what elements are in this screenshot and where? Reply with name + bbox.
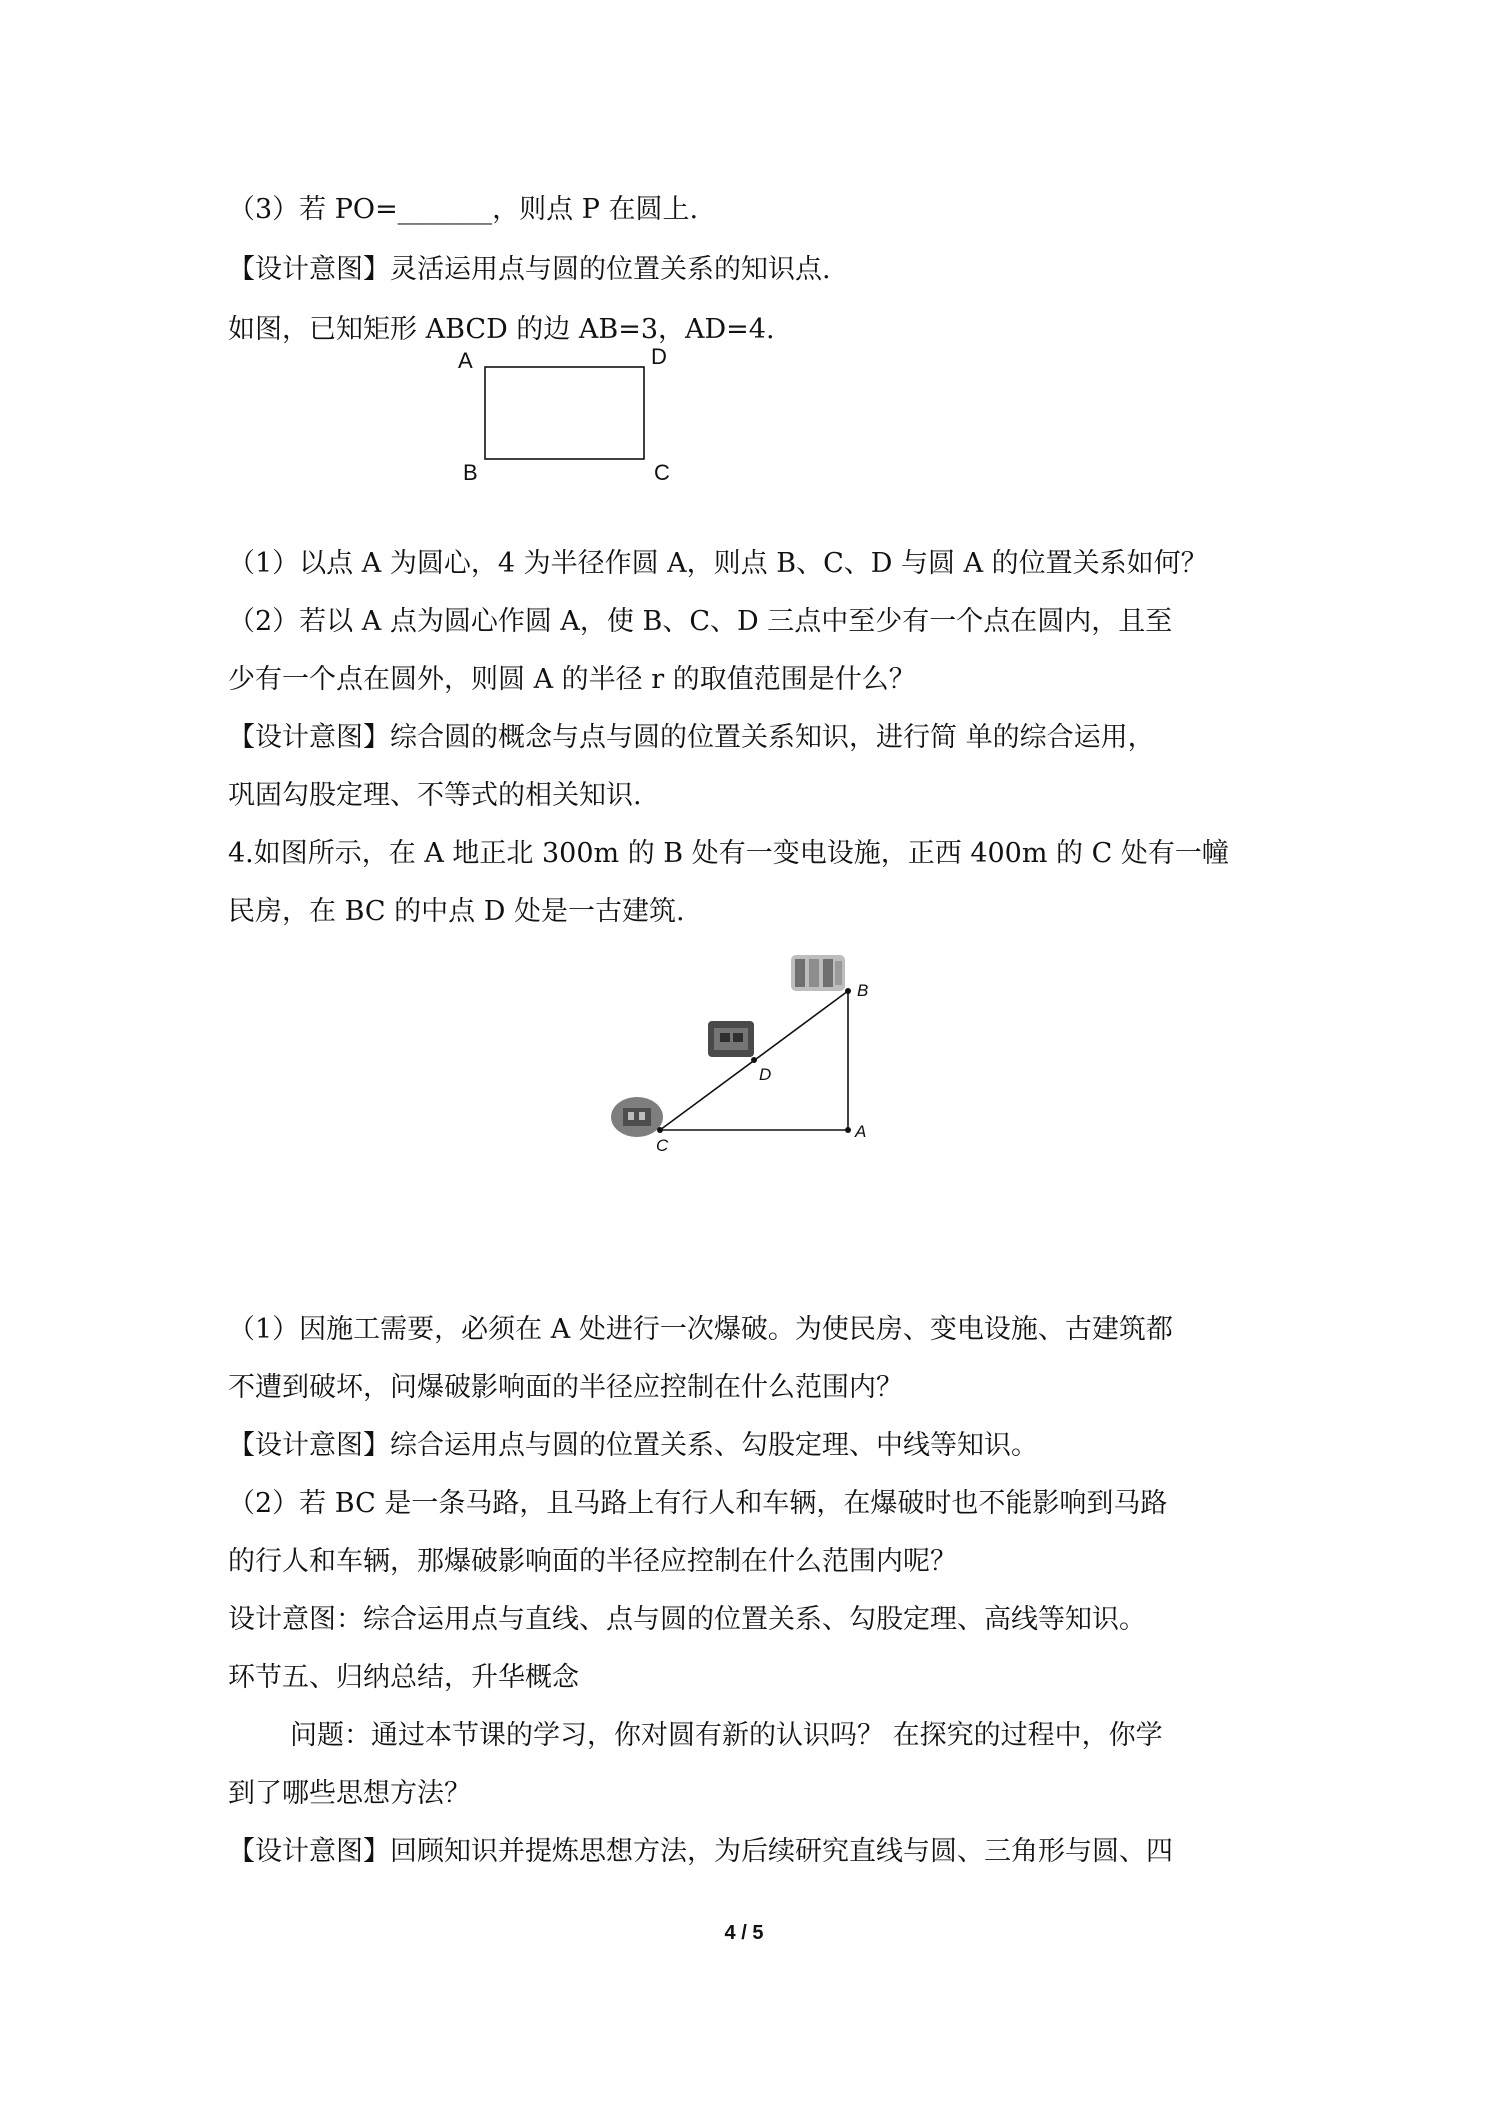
text-line: 不遭到破坏，问爆破影响面的半径应控制在什么范围内？ <box>228 1372 903 1403</box>
triangle-figure <box>605 948 885 1163</box>
text-line: 巩固勾股定理、不等式的相关知识. <box>228 780 642 811</box>
text-line: （2）若 BC 是一条马路，且马路上有行人和车辆，在爆破时也不能影响到马路 <box>228 1488 1168 1519</box>
ancient-building-icon <box>708 1021 754 1057</box>
text-line: 【设计意图】回顾知识并提炼思想方法，为后续研究直线与圆、三角形与圆、四 <box>228 1836 1173 1867</box>
text-line: （1）以点 A 为圆心，4 为半径作圆 A，则点 B、C、D 与圆 A 的位置关系如何？ <box>228 548 1208 579</box>
rectangle-figure <box>450 345 680 490</box>
section-heading: 环节五、归纳总结，升华概念 <box>228 1662 579 1693</box>
text-line: （1）因施工需要，必须在 A 处进行一次爆破。为使民房、变电设施、古建筑都 <box>228 1314 1173 1345</box>
text-line: 如图，已知矩形 ABCD 的边 AB=3，AD=4. <box>228 314 775 345</box>
vertex-c-label: C <box>654 460 670 485</box>
house-icon <box>611 1097 663 1137</box>
point-c-label: C <box>656 1136 669 1155</box>
point-a-label: A <box>855 1122 867 1141</box>
vertex-d-label: D <box>651 345 667 369</box>
text-line: 【设计意图】综合运用点与圆的位置关系、勾股定理、中线等知识。 <box>228 1430 1038 1461</box>
text-line: （2）若以 A 点为圆心作圆 A，使 B、C、D 三点中至少有一个点在圆内，且至 <box>228 606 1173 637</box>
text-line: 问题：通过本节课的学习，你对圆有新的认识吗？ 在探究的过程中，你学 <box>290 1720 1163 1751</box>
page-number: 4 / 5 <box>724 1922 764 1944</box>
text-line: 设计意图：综合运用点与直线、点与圆的位置关系、勾股定理、高线等知识。 <box>228 1604 1146 1635</box>
text-line: 的行人和车辆，那爆破影响面的半径应控制在什么范围内呢？ <box>228 1546 957 1577</box>
point-d-label: D <box>759 1065 772 1084</box>
text-line: 4.如图所示，在 A 地正北 300m 的 B 处有一变电设施，正西 400m 的 C 处有一幢 <box>228 838 1229 869</box>
text-line: 民房，在 BC 的中点 D 处是一古建筑. <box>228 896 685 927</box>
vertex-b-label: B <box>463 460 478 485</box>
text-line: 【设计意图】灵活运用点与圆的位置关系的知识点. <box>228 254 831 285</box>
text-line: 到了哪些思想方法？ <box>228 1778 471 1809</box>
transformer-icon <box>791 955 845 991</box>
text-line: （3）若 PO=_______，则点 P 在圆上. <box>228 194 699 225</box>
text-line: 少有一个点在圆外，则圆 A 的半径 r 的取值范围是什么？ <box>228 664 916 695</box>
point-b-label: B <box>857 981 869 1000</box>
vertex-a-label: A <box>458 348 473 373</box>
text-line: 【设计意图】综合圆的概念与点与圆的位置关系知识，进行简 单的综合运用， <box>228 722 1155 753</box>
